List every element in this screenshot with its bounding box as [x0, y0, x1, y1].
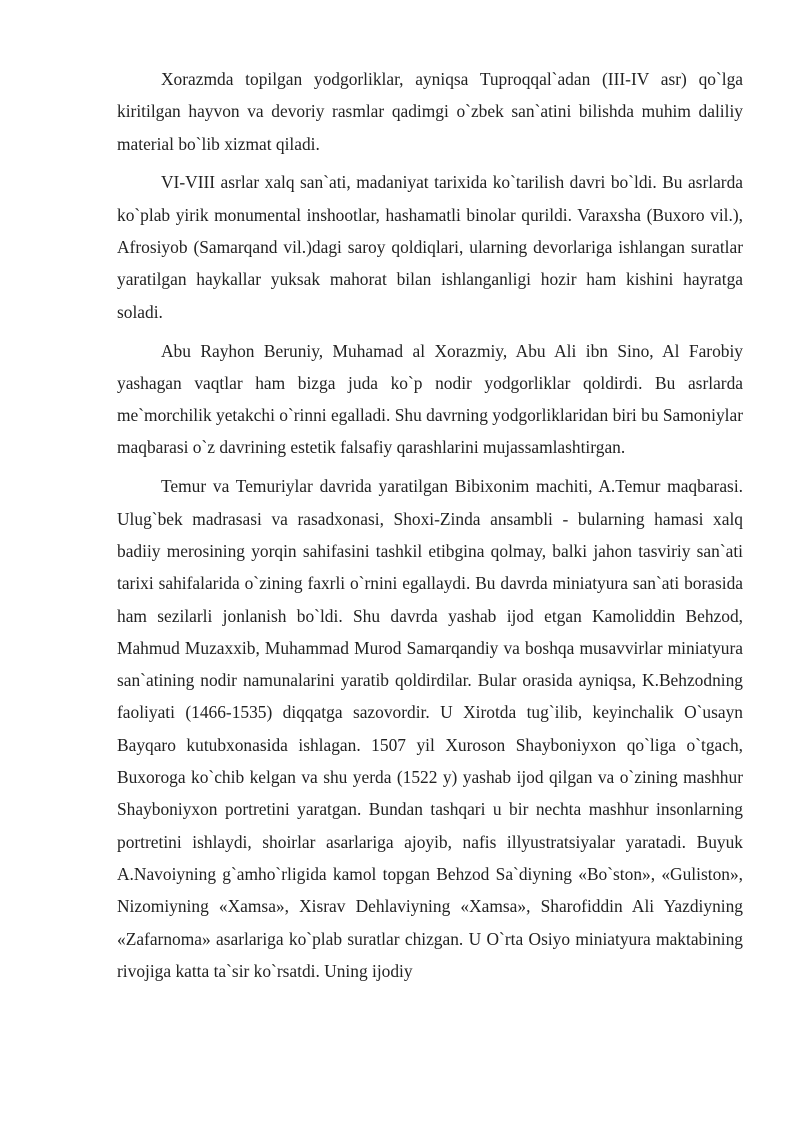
paragraph-1: Xorazmda topilgan yodgorliklar, ayniqsa Tuproqqal`adan (III-IV asr) qo`lga kiritilgan hayvon va devoriy rasmlar qadimgi o`zbek san`atini bilishda muhim daliliy material bo`lib xizmat qiladi. — [117, 69, 743, 154]
paragraph-4: Temur va Temuriylar davrida yaratilgan Bibixonim machiti, A.Temur maqbarasi. Ulug`bek madrasasi va rasadxonasi, Shoxi-Zinda ansambli - bularning hamasi xalq badiiy merosining yorqin sahifasini tashkil etibgina qolmay, balki jahon tasviriy san`ati tarixi sahifalarida o`zining faxrli o`rnini egallaydi. Bu davrda miniatyura san`ati borasida ham sezilarli jonlanish bo`ldi. Shu davrda yashab ijod etgan Kamoliddin Behzod, Mahmud Muzaxxib, Muhammad Murod Samarqandiy va boshqa musavvirlar miniatyura san`atining nodir namunalarini yaratib qoldirdilar. Bular orasida ayniqsa, K.Behzodning faoliyati (1466-1535) diqqatga sazovordir. U Xirotda tug`ilib, keyinchalik O`usayn Bayqaro kutubxonasida ishlagan. 1507 yil Xuroson Shayboniyxon qo`liga o`tgach, Buxoroga ko`chib kelgan va shu yerda (1522 y) yashab ijod qilgan va o`zining mashhur Shayboniyxon portretini yaratgan. Bundan tashqari u bir nechta mashhur insonlarning portretini ishlaydi, shoirlar asarlariga ajoyib, nafis illyustratsiyalar yaratadi. Buyuk A.Navoiyning g`amho`rligida kamol topgan Behzod Sa`diyning «Bo`ston», «Guliston», Nizomiyning «Xamsa», Xisrav Dehlaviyning «Xamsa», Sharofiddin Ali Yazdiyning «Zafarnoma» asarlariga ko`plab suratlar chizgan. U O`rta Osiyo miniatyura maktabining rivojiga katta ta`sir ko`rsatdi. Uning ijodiy — [117, 476, 743, 981]
paragraph-3: Abu Rayhon Beruniy, Muhamad al Xorazmiy, Abu Ali ibn Sino, Al Farobiy yashagan vaqtlar ham bizga juda ko`p nodir yodgorliklar qoldirdi. Bu asrlarda me`morchilik yetakchi o`rinni egalladi. Shu davrning yodgorliklaridan biri bu Samoniylar maqbarasi o`z davrining estetik falsafiy qarashlarini mujassamlashtirgan. — [117, 340, 743, 458]
paragraph-2: VI-VIII asrlar xalq san`ati, madaniyat tarixida ko`tarilish davri bo`ldi. Bu asrlarda ko`plab yirik monumental inshootlar, hashamatli binolar qurildi. Varaxsha (Buxoro vil.), Afrosiyob (Samarqand vil.)dagi saroy qoldiqlari, ularning devorlariga ishlangan suratlar yaratilgan haykallar yuksak mahorat bilan ishlanganligi hozir ham kishini hayratga soladi. — [117, 172, 743, 322]
document-page — [117, 63, 743, 994]
